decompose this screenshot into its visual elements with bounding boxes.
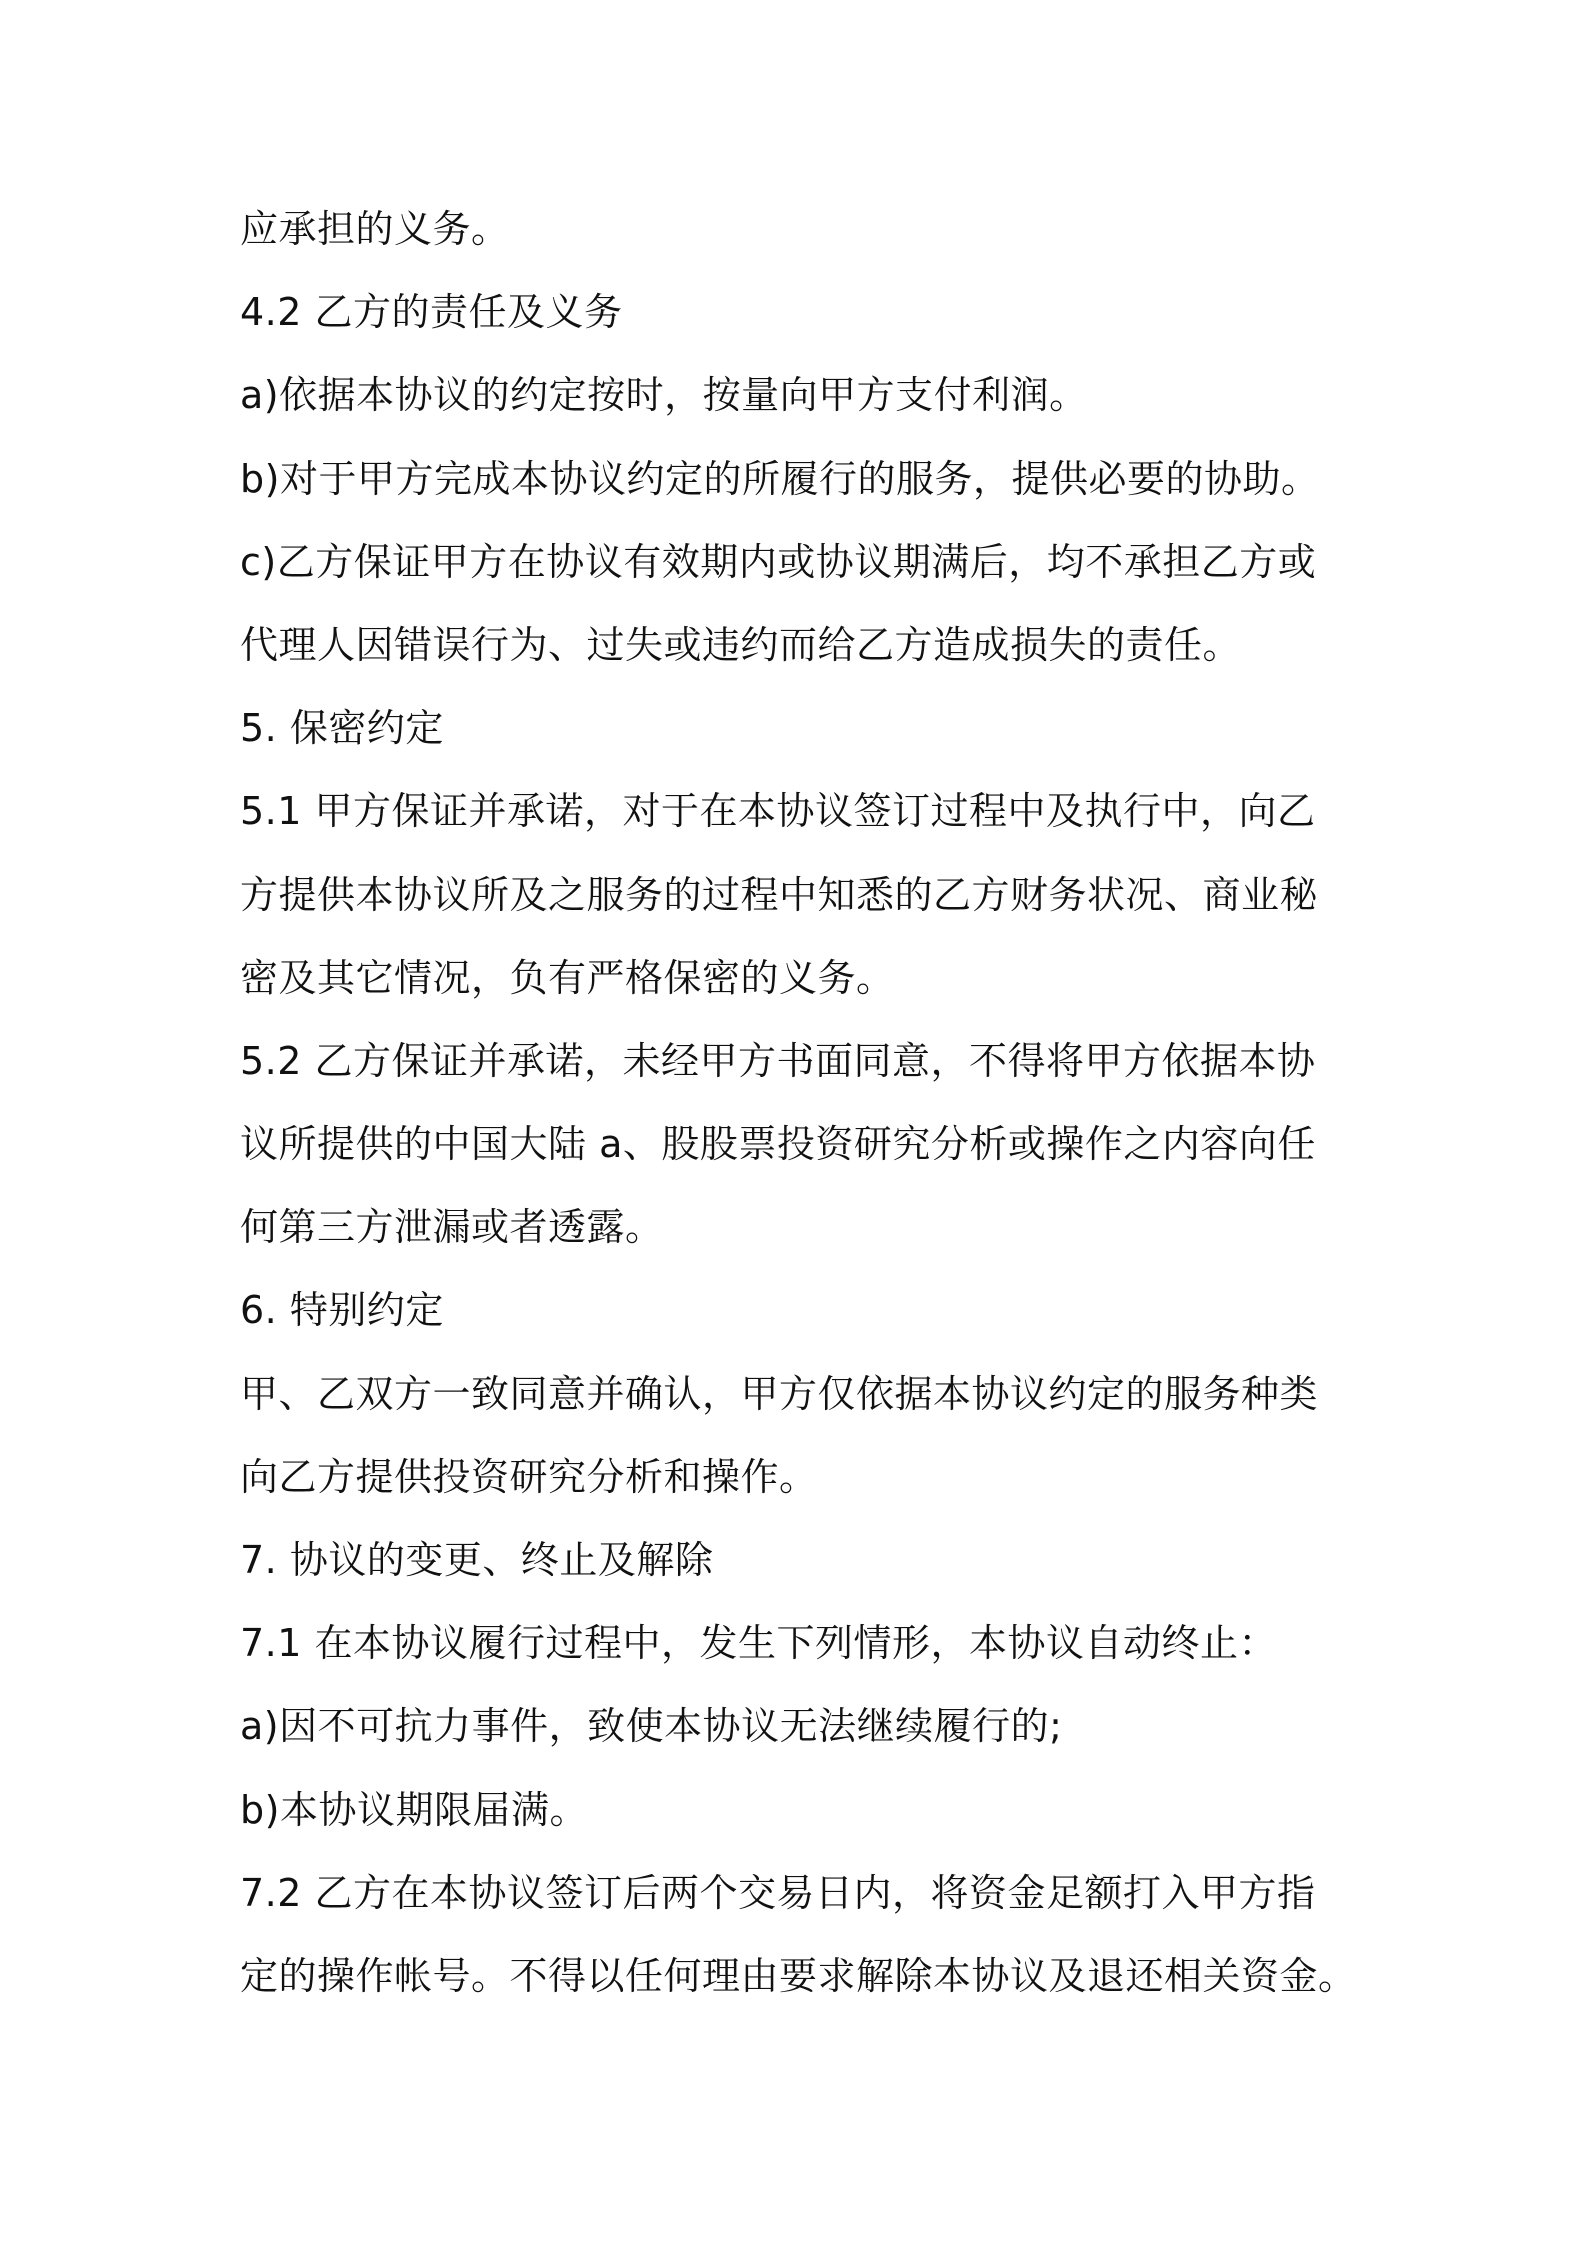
text-line: 7.1 在本协议履行过程中，发生下列情形，本协议自动终止： [240, 1621, 1278, 1666]
text-line: 5.1 甲方保证并承诺，对于在本协议签订过程中及执行中，向乙 [240, 789, 1316, 834]
text-line: 方提供本协议所及之服务的过程中知悉的乙方财务状况、商业秘 [240, 872, 1319, 917]
text-line: 7.2 乙方在本协议签订后两个交易日内，将资金足额打入甲方指 [240, 1870, 1316, 1915]
text-line: 甲、乙双方一致同意并确认，甲方仅依据本协议约定的服务种类 [240, 1371, 1319, 1416]
text-line: 何第三方泄漏或者透露。 [240, 1205, 664, 1250]
text-line: 定的操作帐号。不得以任何理由要求解除本协议及退还相关资金。 [240, 1953, 1357, 1998]
text-line: 5.2 乙方保证并承诺，未经甲方书面同意，不得将甲方依据本协 [240, 1038, 1316, 1083]
text-line: c)乙方保证甲方在协议有效期内或协议期满后，均不承担乙方或 [240, 539, 1317, 584]
text-line: b)对于甲方完成本协议约定的所履行的服务，提供必要的协助。 [240, 456, 1320, 501]
section-heading-5: 5. 保密约定 [240, 706, 444, 751]
section-heading-4-2: 4.2 乙方的责任及义务 [240, 290, 623, 335]
text-line: a)因不可抗力事件，致使本协议无法继续履行的; [240, 1704, 1063, 1749]
section-heading-6: 6. 特别约定 [240, 1288, 444, 1333]
text-line: 应承担的义务。 [240, 207, 510, 251]
document-body [240, 188, 1390, 2018]
text-line: 议所提供的中国大陆 a、股股票投资研究分析或操作之内容向任 [240, 1122, 1316, 1167]
section-heading-7: 7. 协议的变更、终止及解除 [240, 1538, 714, 1582]
text-line: 代理人因错误行为、过失或违约而给乙方造成损失的责任。 [240, 622, 1242, 667]
text-line: 向乙方提供投资研究分析和操作。 [240, 1454, 818, 1499]
text-line: b)本协议期限届满。 [240, 1787, 588, 1832]
text-line: 密及其它情况，负有严格保密的义务。 [240, 955, 895, 1000]
text-line: a)依据本协议的约定按时，按量向甲方支付利润。 [240, 373, 1088, 418]
